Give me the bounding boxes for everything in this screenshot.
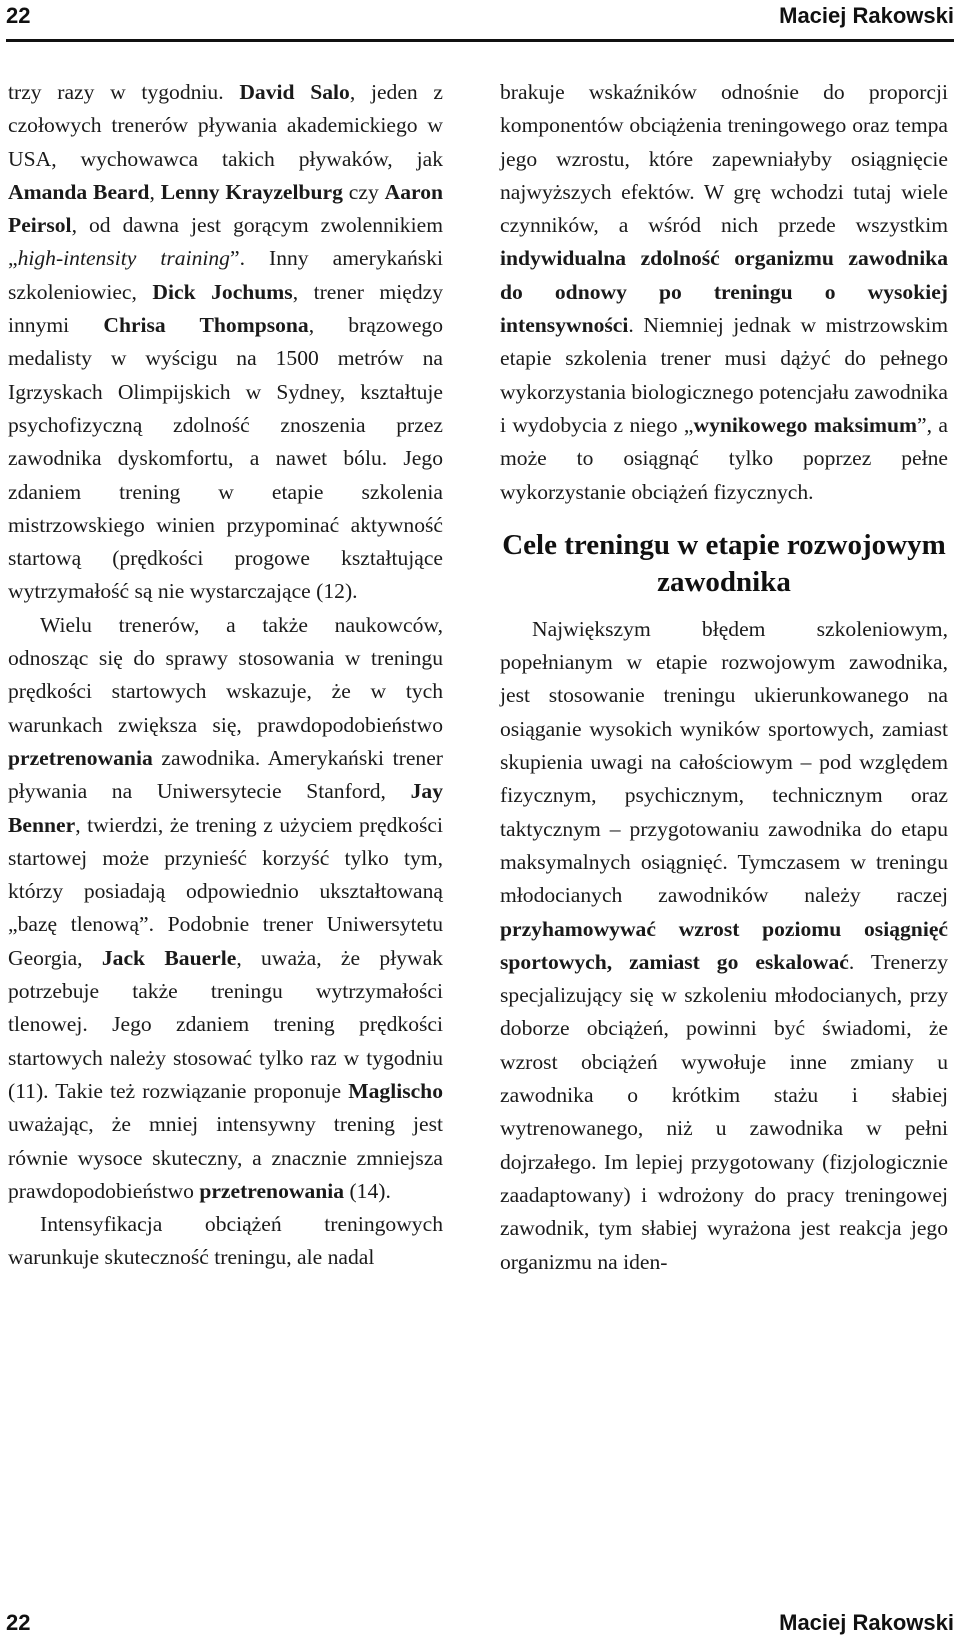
right-column <box>500 76 948 1279</box>
paragraph <box>8 76 443 609</box>
text-run: , twierdzi, że trening z użyciem prędkości startowej może przynieść korzyść tylko tym, którzy posiadają odpowiednio ukształtowaną „bazę tlenową”. Podobnie trener Uniwersytetu Georgia, <box>8 812 443 970</box>
paragraph <box>500 613 948 1279</box>
footer-page-number: 22 <box>6 1610 31 1635</box>
footer-author: Maciej Rakowski <box>779 1610 954 1635</box>
text-run: zawodnika. Amerykański trener pływania na Uniwersytecie Stanford, <box>8 745 443 804</box>
bold-phrase: przyhamowywać wzrost poziomu osiągnięć sportowych, zamiast go eskalować <box>500 916 948 974</box>
bold-name: Jack Bauerle <box>101 945 237 970</box>
bold-name: David Salo <box>239 80 350 104</box>
text-run: uważając, że mniej intensywny trening jest równie wysoce skuteczny, a znacznie zmniejsza prawdopodobieństwo <box>8 1112 443 1203</box>
text-run: . Trenerzy specjalizujący się w szkoleniu młodocianych, przy doborze obciążeń, powinni być świadomi, że wzrost obciążeń wywołuje inne zmiany u zawodnika o krótkim stażu i słabiej wytrenowanego, niż u zawodnika w pełni dojrzałego. Im lepiej przygotowany (fizjologicznie zaadaptowany) i wdrożony do pracy treningowej zawodnik, tym słabiej wyrażona jest reakcja jego organizmu na iden- <box>500 949 948 1274</box>
page-footer <box>6 1610 954 1636</box>
bold-name: Jay Benner <box>8 779 443 837</box>
section-heading: Cele treningu w etapie rozwojowym zawodnika <box>502 528 946 598</box>
text-run: , brązowego medalisty w wyścigu na 1500 metrów na Igrzyskach Olimpijskich w Sydney, kształtuje psychofizyczną zdolność znoszenia przez zawodnika dyskomfortu, a nawet bólu. Jego zdaniem trening w etapie szkolenia mistrzowskiego winien przypominać aktywność startową (prędkości progowe kształtujące wytrzymałość są nie wystarczające (12). <box>8 313 443 604</box>
bold-name: Aaron Peirsol <box>8 179 444 238</box>
left-column <box>8 76 443 1275</box>
text-run: . Niemniej jednak w mistrzowskim etapie szkolenia trener musi dążyć do pełnego wykorzystania biologicznego potencjału zawodnika i wydobycia z niego „ <box>500 313 948 437</box>
paragraph <box>8 609 443 1208</box>
page-header <box>6 3 954 29</box>
text-run: ”, a może to osiągnąć tylko poprzez pełne wykorzystanie obciążeń fizycznych. <box>500 412 949 504</box>
text-run: czy <box>342 179 385 204</box>
bold-name: Maglischo <box>348 1078 443 1103</box>
bold-name: Dick Jochums <box>152 279 293 304</box>
text-run: , jeden z czołowych trenerów pływania akademickiego w USA, wychowawca takich pływaków, jak <box>8 80 443 171</box>
text-run: , uważa, że pływak potrzebuje także treningu wytrzymałości tlenowej. Jego zdaniem trening prędkości startowych należy stosować tylko raz w tygodniu (11). Takie też rozwiązanie proponuje <box>8 945 443 1103</box>
header-page-number: 22 <box>6 3 31 28</box>
italic-term: high-intensity training <box>17 246 230 271</box>
paragraph <box>8 1208 443 1275</box>
header-author: Maciej Rakowski <box>779 3 954 28</box>
text-run: ”. Inny amerykański szkoleniowiec, <box>8 246 443 304</box>
bold-phrase: wynikowego maksimum <box>693 412 918 437</box>
header-rule <box>6 39 954 42</box>
bold-name: Amanda Beard <box>8 179 150 204</box>
text-run: (14). <box>344 1178 391 1203</box>
text-run: Wielu trenerów, a także naukowców, odnosząc się do sprawy stosowania w treningu prędkości startowych wskazuje, że w tych warunkach zwiększa się, prawdopodobieństwo <box>8 612 443 737</box>
text-run: trzy razy w tygodniu. <box>8 80 240 104</box>
paragraph <box>500 76 948 509</box>
text-run: , trener między innymi <box>8 279 443 338</box>
bold-name: Lenny Krayzelburg <box>160 179 343 204</box>
text-run: , <box>149 179 161 204</box>
text-run: Intensyfikacja obciążeń treningowych warunkuje skuteczność treningu, ale nadal <box>8 1212 443 1270</box>
bold-term: przetrenowania <box>199 1178 345 1203</box>
bold-term: przetrenowania <box>8 745 153 770</box>
text-run: , od dawna jest gorącym zwolennikiem „ <box>8 213 443 271</box>
text-run: brakuje wskaźników odnośnie do proporcji komponentów obciążenia treningowego oraz tempa jego wzrostu, które zapewniałyby osiągnięcie najwyższych efektów. W grę wchodzi tutaj wiele czynników, a wśród nich przede wszystkim <box>500 80 948 238</box>
bold-name: Chrisa Thompsona <box>103 313 309 338</box>
bold-phrase: indywidualna zdolność organizmu zawodnika do odnowy po treningu o wysokiej intensywności <box>500 246 948 338</box>
text-run: Największym błędem szkoleniowym, popełnianym w etapie rozwojowym zawodnika, jest stosowanie treningu ukierunkowanego na osiąganie wysokich wyników sportowych, zamiast skupienia uwagi na całościowym – pod względem fizycznym, psychicznym, technicznym oraz taktycznym – przygotowaniu zawodnika do etapu maksymalnych osiągnięć. Tymczasem w treningu młodocianych zawodników należy raczej <box>500 616 948 908</box>
